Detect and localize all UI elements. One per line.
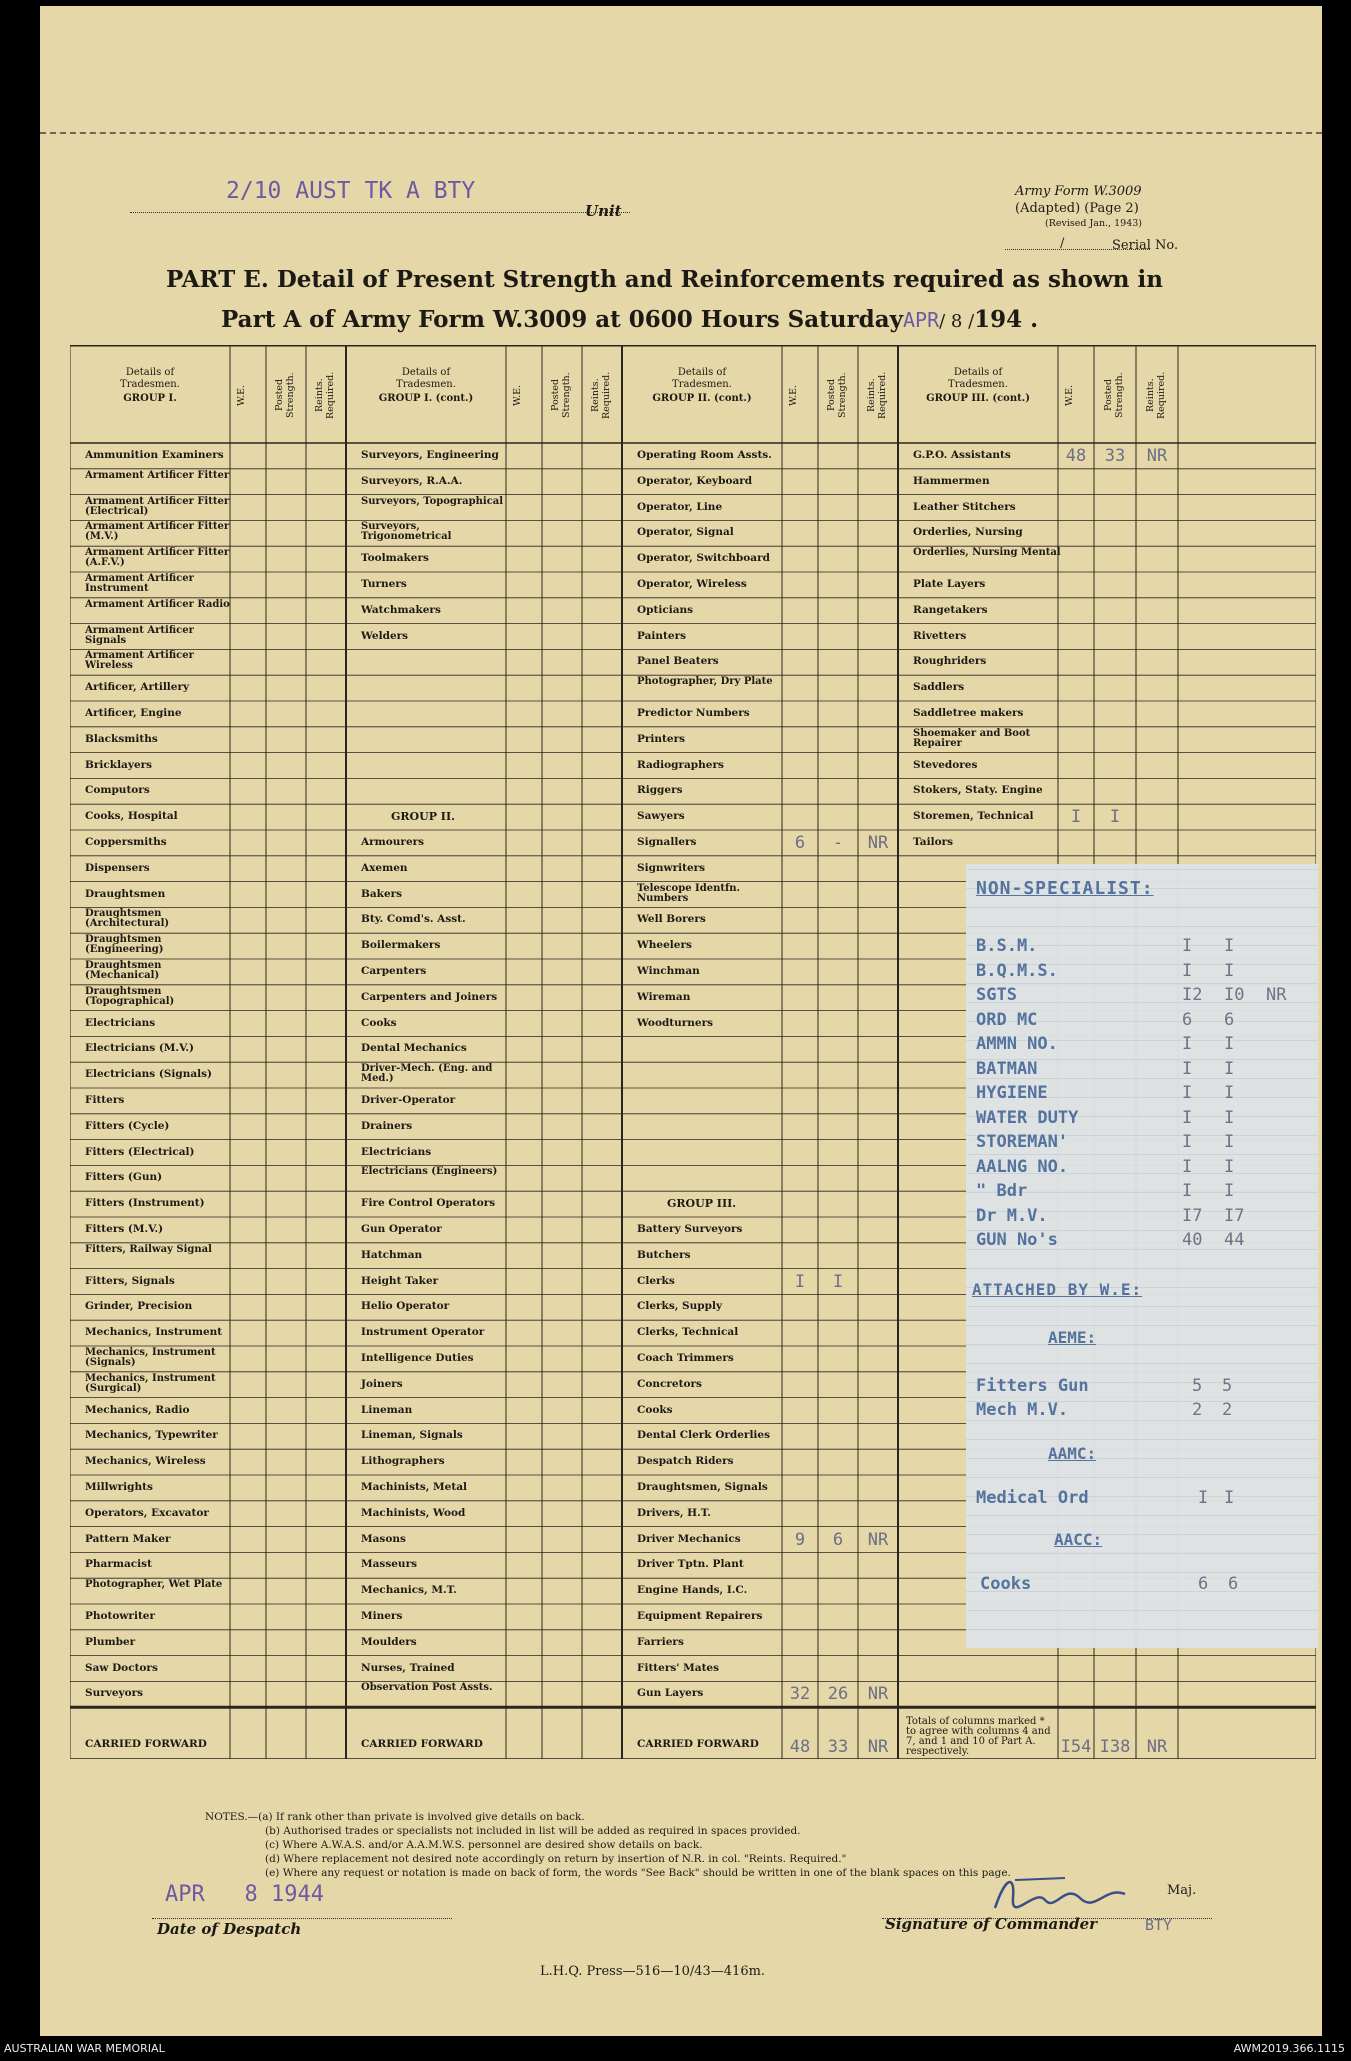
form-revised: (Revised Jan., 1943)	[1045, 218, 1143, 229]
tradesman-label: Electricians (Engineers)	[361, 1166, 498, 1178]
tradesman-label: Fitters (Instrument)	[85, 1197, 205, 1210]
non-specialist-row-label: WATER DUTY	[976, 1107, 1079, 1128]
non-specialist-row-value: NR	[1266, 985, 1287, 1005]
non-specialist-row-value: I7	[1224, 1205, 1245, 1226]
tradesman-label: Gun Operator	[361, 1223, 442, 1235]
tradesman-label: Observation Post Assts.	[361, 1682, 493, 1694]
signallers-value: 6	[794, 833, 806, 853]
note-b: (b) Authorised trades or specialists not included in list will be added as required in spaces provided.	[265, 1825, 801, 1837]
tradesman-label: Wheelers	[637, 939, 692, 952]
non-specialist-row-label: AMMN NO.	[976, 1034, 1058, 1054]
title-year: 194	[974, 306, 1023, 333]
bty-stamp: BTY	[1145, 1916, 1173, 1934]
posted-strength-header: Posted Strength.	[826, 372, 848, 418]
tradesman-label: Butchers	[637, 1248, 691, 1261]
non-specialist-row-label: ORD MC	[976, 1009, 1038, 1030]
tradesman-label: Photowriter	[85, 1610, 156, 1622]
non-specialist-row-value: I	[1182, 1034, 1193, 1054]
perforation-line	[40, 132, 1322, 134]
tradesman-label: Fitters (M.V.)	[85, 1223, 164, 1235]
storemen-technical-value: I	[1109, 807, 1121, 828]
tradesman-label: Coppersmiths	[85, 836, 167, 848]
tradesman-label: Surveyors, R.A.A.	[361, 474, 463, 487]
tradesman-label: Wireman	[637, 990, 691, 1003]
signallers-value: -	[832, 833, 844, 853]
reints-required-header: Reints. Required.	[866, 371, 888, 419]
tradesman-label: Stevedores	[913, 758, 978, 771]
non-specialist-row-value: I	[1224, 1034, 1235, 1054]
tradesman-label: Signallers	[637, 836, 697, 848]
tradesman-label: Fitters' Mates	[637, 1661, 720, 1674]
tradesman-label: Computors	[85, 784, 150, 797]
tradesman-label: Instrument Operator	[361, 1326, 485, 1339]
non-specialist-row-label: " Bdr	[976, 1181, 1028, 1201]
tradesman-label: Grinder, Precision	[85, 1300, 193, 1313]
tradesman-label: Height Taker	[361, 1274, 439, 1287]
tradesman-label: Nurses, Trained	[361, 1661, 455, 1674]
tradesman-label: Concretors	[637, 1377, 702, 1390]
tradesman-label: Armament Artificer Instrument	[85, 573, 194, 594]
tradesman-label: Intelligence Duties	[361, 1352, 474, 1364]
tradesman-label: Well Borers	[637, 913, 706, 926]
gun-layers-value: 32	[789, 1684, 811, 1705]
non-specialist-overlay	[966, 864, 1318, 1648]
attached-title: ATTACHED BY W.E:	[972, 1280, 1143, 1299]
despatch-dotted-line	[152, 1918, 452, 1919]
tradesman-label: Operator, Wireless	[637, 578, 747, 590]
we-header: W.E.	[1064, 384, 1075, 406]
tradesman-label: Bakers	[361, 887, 403, 900]
aeme-row-label: Fitters Gun	[976, 1376, 1089, 1396]
tradesman-label: Clerks, Supply	[637, 1300, 723, 1313]
signature-label: Signature of Commander	[885, 1915, 1098, 1933]
press-line: L.H.Q. Press—516—10/43—416m.	[540, 1964, 766, 1979]
tradesman-label: Electricians	[361, 1145, 432, 1158]
tradesman-label: Saddletree makers	[913, 707, 1024, 719]
tradesman-label: Carpenters and Joiners	[361, 990, 498, 1003]
non-specialist-row-label: Dr M.V.	[976, 1205, 1048, 1226]
tradesman-label: Printers	[637, 732, 686, 745]
non-specialist-row-value: I	[1182, 1107, 1193, 1128]
aeme-row-value: 5	[1222, 1376, 1233, 1396]
tradesman-label: Axemen	[361, 861, 408, 874]
tradesman-label: Carpenters	[361, 965, 427, 977]
tradesman-label: Pharmacist	[85, 1558, 152, 1571]
tradesman-label: Mechanics, Instrument	[85, 1326, 223, 1339]
tradesman-label: Fitters (Cycle)	[85, 1119, 170, 1132]
tradesman-label: Mechanics, Typewriter	[85, 1429, 218, 1442]
note-a: NOTES.—(a) If rank other than private is involved give details on back.	[205, 1811, 585, 1823]
group-header-text: GROUP I. (cont.)	[378, 393, 474, 404]
tradesman-label: Mechanics, Instrument (Surgical)	[85, 1372, 216, 1394]
tradesman-label: Plumber	[85, 1635, 136, 1648]
tradesman-label: Operator, Signal	[637, 526, 734, 539]
tradesman-label: Shoemaker and Boot Repairer	[913, 727, 1031, 749]
form-page: 2/10 AUST TK A BTY Unit Army Form W.3009 (Adapted) (Page 2) (Revised Jan., 1943) / Serial No. PART E. Detail of Present Strength and Reinforcements required as shown in Part A of Army Form W.3009 at 0600 Hours SaturdayAPR/ 8 /194 . Details of Tradesmen. GROUP I. W.E. Posted Strength. Reints. Required. Details of Tradesmen. GROUP I. (cont.) W.E. Posted Strength. Reints. Required. Details of Tradesmen. GROUP II. (cont.) W.E. Posted Strength. Reints. Required. Details of Tradesmen. GROUP III. (cont.) W.E. Posted Strength. Reints. Required. Ammunition Examiners Armament Artificer Fitter Armament Artificer Fitter (Electrical) Armament Artificer Fitter (M.V.) Armament Artificer Fitter (A.F.V.) Armament Artificer Instrument Armament Artificer Radio Armament Artificer Signals Armament Artificer Wireless Artificer, Artillery Artificer, Engine Blacksmiths Bricklayers Computors Cooks, Hospital Coppersmiths Dispensers Draughtsmen Draughtsmen (Architectural) Draughtsmen (Engineering) Draughtsmen (Mechanical) Draughtsmen (Topographical) Electricians Electricians (M.V.) Electricians (Signals) Fitters Fitters (Cycle) Fitters (Electrical) Fitters (Gun) Fitters (Instrument) Fitters (M.V.) Fitters, Railway Signal Fitters, Signals Grinder, Precision Mechanics, Instrument Mechanics, Instrument (Signals) Mechanics, Instrument (Surgical) Mechanics, Radio Mechanics, Typewriter Mechanics, Wireless Millwrights Operators, Excavator Pattern Maker Pharmacist Photographer, Wet Plate Photowriter Plumber Saw Doctors Surveyors Surveyors, Engineering Surveyors, R.A.A. Surveyors, Topographical Surveyors, Trigonometrical Toolmakers Turners Watchmakers Welders GROUP II. Armourers Axemen Bakers Bty. Comd's. Asst. Boilermakers Carpenters Carpenters and Joiners Cooks Dental Mechanics Driver-Mech. (Eng. and Med.) Driver-Operator Drainers Electricians Electricians (Engineers) Fire Control Operators Gun Operator Hatchman Height Taker Helio Operator Instrument Operator Intelligence Duties Joiners Lineman Lineman, Signals Lithographers Machinists, Metal Machinists, Wood Masons Masseurs Mechanics, M.T. Miners Moulders Nurses, Trained Observation Post Assts. Operating Room Assts. Operator, Keyboard Operator, Line Operator, Signal Operator, Switchboard Operator, Wireless Opticians Painters Panel Beaters Photographer, Dry Plate Predictor Numbers Printers Radiographers Riggers Sawyers Signallers Signwriters Telescope Identfn. Numbers Well Borers Wheelers Winchman Wireman Woodturners GROUP III. Battery Surveyors Butchers Clerks Clerks, Supply Clerks, Technical Coach Trimmers Concretors Cooks Dental Clerk Orderlies Despatch Riders Draughtsmen, Signals Drivers, H.T. Driver Mechanics Driver Tptn. Plant Engine Hands, I.C. Equipment Repairers Farriers Fitters' Mates Gun Layers G.P.O. Assistants Hammermen Leather Stitchers Orderlies, Nursing Orderlies, Nursing Mental Plate Layers Rangetakers Rivetters Roughriders Saddlers Saddletree makers Shoemaker and Boot Repairer Stevedores Stokers, Staty. Engine Storemen, Technical Tailors 48 33 NR I I 6 - NR I I 9 6 NR 32 26 NR CARRIED FORWARD CARRIED FORWARD CARRIED FORWARD 48 33 NR Totals of columns marked * to agree with columns 4 and 7, and 1 and 10 of Part A. respectively. I54 I38 NR NON-SPECIALIST: B.S.M. I I B.Q.M.S. I I SGTS I2 I0 NR ORD MC 6 6 AMMN NO. I I BATMAN I I HYGIENE I I WATER DUTY I I STOREMAN' I I AALNG NO. I I " Bdr I I Dr M.V. I7 I7 GUN No's 40 44 ATTACHED BY W.E: AEME: Fitters Gun 5 5 Mech M.V. 2 2 AAMC: Medical Ord I I AACC: Cooks 6 6 NOTES.—(a) If rank other than private is involved give details on back. (b) Authorised trades or specialists not included in list will be added as required in spaces provided. (c) Where A.W.A.S. and/or A.A.M.W.S. personnel are desired show details on back. (d) Where replacement not desired note accordingly on return by insertion of N.R. in col. "Reints. Required." (e) Where any request or notation is made on back of form, the words "See Back" should be written in one of the blank spaces on this page. APR 8 1944 Date of Despatch Maj. Signature of Commander BTY L.H.Q. Press—516—10/43—416m.	[40, 6, 1322, 2036]
tradesman-label: Orderlies, Nursing Mental	[913, 547, 1061, 559]
tradesman-label: Boilermakers	[361, 939, 441, 952]
tradesman-label: Lineman	[361, 1403, 413, 1416]
details-header-text: Details of Tradesmen.	[396, 367, 456, 390]
tradesman-label: Surveyors, Topographical	[361, 495, 504, 507]
tradesman-label: Painters	[637, 629, 687, 642]
title-date-day: / 8 /	[939, 311, 975, 332]
group-header-text: GROUP III. (cont.)	[926, 393, 1030, 404]
details-header-text: Details of Tradesmen.	[672, 367, 732, 390]
tradesman-label: Draughtsmen (Engineering)	[85, 934, 164, 956]
tradesman-label: Moulders	[361, 1635, 417, 1648]
archive-id: AWM2019.366.1115	[1233, 2042, 1345, 2055]
tradesman-label: Driver Mechanics	[637, 1532, 741, 1545]
non-specialist-row-value: I	[1224, 1156, 1235, 1177]
aamc-row-label: Medical Ord	[976, 1488, 1089, 1508]
aeme-row-value: 5	[1192, 1376, 1203, 1396]
carried-forward-value: 48	[789, 1737, 811, 1758]
tradesman-label: Ammunition Examiners	[85, 449, 224, 461]
tradesman-label: Draughtsmen (Topographical)	[85, 985, 175, 1007]
clerks-value: I	[794, 1271, 806, 1292]
tradesman-label: Lithographers	[361, 1455, 445, 1468]
tradesman-label: Cooks, Hospital	[85, 810, 178, 823]
non-specialist-row-label: B.S.M.	[976, 936, 1038, 956]
non-specialist-row-value: I	[1182, 1058, 1193, 1079]
tradesman-label: Stokers, Staty. Engine	[913, 784, 1043, 797]
tradesman-label: Bricklayers	[85, 758, 153, 771]
tradesman-label: Machinists, Metal	[361, 1481, 467, 1493]
tradesman-label: Armament Artificer Fitter (M.V.)	[85, 521, 230, 543]
unit-stamp: 2/10 AUST TK A BTY	[226, 178, 476, 204]
driver-mechanics-value: 9	[794, 1529, 806, 1550]
commander-signature	[985, 1868, 1155, 1918]
tradesman-label: Operator, Keyboard	[637, 474, 753, 487]
group-header-text: GROUP II. (cont.)	[652, 393, 752, 404]
clerks-value: I	[832, 1271, 844, 1292]
tradesman-label: Tailors	[913, 836, 954, 848]
tradesman-label: Woodturners	[637, 1016, 714, 1029]
non-specialist-row-value: I	[1224, 1083, 1235, 1103]
tradesman-label: Signwriters	[637, 861, 706, 874]
non-specialist-row-value: I2	[1182, 985, 1203, 1005]
tradesman-label: Fitters (Electrical)	[85, 1145, 195, 1158]
tradesman-label: Photographer, Dry Plate	[637, 676, 773, 688]
carried-forward-label: CARRIED FORWARD	[637, 1738, 759, 1751]
tradesman-label: Clerks, Technical	[637, 1326, 739, 1339]
tradesman-label: Electricians	[85, 1016, 156, 1029]
tradesman-label: Cooks	[361, 1016, 397, 1029]
tradesman-label: Armament Artificer Fitter (A.F.V.)	[85, 547, 230, 569]
non-specialist-row-value: I	[1182, 960, 1193, 981]
tradesman-label: Coach Trimmers	[637, 1352, 734, 1364]
non-specialist-row-value: 44	[1224, 1230, 1245, 1250]
tradesman-label: Farriers	[637, 1635, 684, 1648]
tradesman-label: Artificer, Engine	[85, 707, 182, 719]
tradesman-label: Draughtsmen (Mechanical)	[85, 960, 162, 981]
tradesman-label: Riggers	[637, 784, 683, 797]
tradesman-label: Equipment Repairers	[637, 1610, 763, 1622]
title-date-stamp: APR	[903, 308, 940, 332]
tradesman-label: Predictor Numbers	[637, 707, 750, 719]
gpo-assistants-value: NR	[1146, 446, 1168, 466]
tradesman-label: Surveyors	[85, 1687, 144, 1700]
column-header-details	[352, 367, 500, 405]
tradesman-label: Fitters, Railway Signal	[85, 1243, 212, 1255]
non-specialist-row-value: 6	[1182, 1009, 1193, 1030]
tradesman-label: Storemen, Technical	[913, 810, 1034, 823]
aamc-title: AAMC:	[1048, 1444, 1097, 1463]
tradesman-label: Despatch Riders	[637, 1455, 734, 1468]
tradesman-label: Telescope Identfn. Numbers	[637, 882, 741, 904]
non-specialist-row-value: 6	[1224, 1009, 1235, 1030]
maj-label: Maj.	[1167, 1883, 1197, 1898]
aamc-row-value: I	[1224, 1488, 1235, 1508]
tradesman-label: Electricians (M.V.)	[85, 1042, 195, 1055]
column-header-details	[76, 367, 224, 405]
non-specialist-row-value: I	[1224, 960, 1235, 981]
non-specialist-row-value: I	[1224, 1058, 1235, 1079]
carried-forward-label: CARRIED FORWARD	[361, 1738, 483, 1751]
tradesman-label: Hatchman	[361, 1248, 423, 1261]
tradesman-label: Operating Room Assts.	[637, 449, 772, 461]
tradesman-label: Driver-Operator	[361, 1094, 456, 1106]
reints-required-header: Reints. Required.	[314, 371, 336, 419]
title-line-1: PART E. Detail of Present Strength and Reinforcements required as shown in	[166, 266, 1163, 293]
non-specialist-row-label: AALNG NO.	[976, 1156, 1069, 1177]
group-heading: GROUP III.	[667, 1197, 737, 1211]
tradesman-label: Armourers	[361, 836, 425, 848]
reints-required-header: Reints. Required.	[590, 371, 612, 419]
tradesman-label: Panel Beaters	[637, 655, 719, 668]
tradesman-label: Operator, Switchboard	[637, 552, 770, 565]
carried-forward-label: CARRIED FORWARD	[85, 1738, 207, 1751]
details-header-text: Details of Tradesmen.	[120, 367, 180, 390]
tradesman-label: Gun Layers	[637, 1687, 704, 1700]
tradesman-label: Leather Stitchers	[913, 500, 1016, 513]
tradesman-label: Watchmakers	[361, 603, 441, 616]
totals-value: I38	[1099, 1737, 1131, 1758]
reints-required-header: Reints. Required.	[1145, 371, 1167, 419]
non-specialist-row-value: I	[1182, 1181, 1193, 1201]
non-specialist-row-value: 40	[1182, 1230, 1203, 1250]
tradesman-label: Fitters (Gun)	[85, 1171, 163, 1184]
column-header-details	[628, 367, 776, 405]
tradesman-label: Mechanics, Radio	[85, 1403, 190, 1416]
tradesman-label: Mechanics, M.T.	[361, 1584, 457, 1597]
tradesman-label: Saddlers	[913, 681, 965, 694]
non-specialist-row-value: I	[1224, 936, 1235, 956]
tradesman-label: Saw Doctors	[85, 1661, 158, 1674]
tradesman-label: Dispensers	[85, 861, 150, 874]
tradesman-label: Machinists, Wood	[361, 1506, 466, 1519]
driver-mechanics-value: 6	[832, 1529, 844, 1550]
non-specialist-row-value: I	[1182, 936, 1193, 956]
tradesman-label: G.P.O. Assistants	[913, 449, 1011, 461]
tradesman-label: Surveyors, Trigonometrical	[361, 521, 452, 543]
tradesman-label: Battery Surveyors	[637, 1223, 743, 1235]
group-header-text: GROUP I.	[123, 393, 177, 404]
tradesman-label: Engine Hands, I.C.	[637, 1584, 748, 1597]
aacc-row-label: Cooks	[980, 1574, 1032, 1594]
tradesman-label: Helio Operator	[361, 1300, 450, 1313]
despatch-date-stamp: APR 8 1944	[165, 1882, 324, 1907]
tradesman-label: Operator, Line	[637, 500, 723, 513]
tradesman-label: Drivers, H.T.	[637, 1506, 711, 1519]
tradesman-label: Drainers	[361, 1119, 413, 1132]
non-specialist-row-value: I	[1182, 1156, 1193, 1177]
carried-forward-value: 33	[827, 1737, 849, 1758]
aeme-row-value: 2	[1222, 1400, 1233, 1420]
non-specialist-row-label: B.Q.M.S.	[976, 960, 1058, 981]
posted-strength-header: Posted Strength.	[274, 372, 296, 418]
note-e: (e) Where any request or notation is made on back of form, the words "See Back" should be written in one of the blank spaces on this page.	[265, 1867, 1011, 1879]
tradesman-label: Mechanics, Wireless	[85, 1455, 206, 1468]
tradesman-label: Lineman, Signals	[361, 1429, 463, 1442]
aacc-row-value: 6	[1198, 1574, 1209, 1594]
non-specialist-row-label: BATMAN	[976, 1058, 1038, 1079]
tradesman-label: Masseurs	[361, 1558, 418, 1571]
aeme-title: AEME:	[1048, 1328, 1097, 1347]
totals-value: I54	[1060, 1737, 1092, 1758]
tradesman-label: Clerks	[637, 1274, 675, 1287]
tradesman-label: Masons	[361, 1532, 406, 1545]
group-heading: GROUP II.	[391, 810, 455, 824]
tradesman-label: Sawyers	[637, 810, 685, 823]
title-line-2-text: Part A of Army Form W.3009 at 0600 Hours Saturday	[221, 306, 903, 333]
tradesman-label: Radiographers	[637, 758, 724, 771]
we-header: W.E.	[512, 384, 523, 406]
title-line-2: Part A of Army Form W.3009 at 0600 Hours SaturdayAPR/ 8 /194 .	[221, 306, 1039, 333]
despatch-label: Date of Despatch	[157, 1920, 302, 1938]
tradesman-label: Armament Artificer Wireless	[85, 650, 194, 672]
tradesman-label: Armament Artificer Fitter	[85, 469, 230, 481]
we-header: W.E.	[788, 384, 799, 406]
tradesman-label: Opticians	[637, 603, 694, 616]
aeme-row-value: 2	[1192, 1400, 1203, 1420]
tradesman-label: Photographer, Wet Plate	[85, 1579, 223, 1591]
non-specialist-row-value: I7	[1182, 1205, 1203, 1226]
column-header-details	[904, 367, 1052, 405]
tradesman-label: Armament Artificer Radio	[85, 598, 230, 610]
tradesman-label: Joiners	[361, 1377, 403, 1390]
tradesman-label: Fitters, Signals	[85, 1274, 175, 1287]
aacc-row-value: 6	[1228, 1574, 1239, 1594]
tradesman-label: Winchman	[637, 965, 700, 977]
non-specialist-row-value: I	[1224, 1181, 1235, 1201]
details-header-text: Details of Tradesmen.	[948, 367, 1008, 390]
tradesman-label: Driver Tptn. Plant	[637, 1558, 744, 1571]
signallers-value: NR	[867, 833, 889, 853]
tradesman-label: Fire Control Operators	[361, 1197, 496, 1210]
non-specialist-title: NON-SPECIALIST:	[976, 878, 1154, 899]
tradesman-label: Armament Artificer Signals	[85, 624, 194, 646]
non-specialist-row-value: I0	[1224, 985, 1245, 1005]
gun-layers-value: NR	[867, 1684, 889, 1705]
non-specialist-row-label: HYGIENE	[976, 1083, 1048, 1103]
tradesman-label: Dental Clerk Orderlies	[637, 1429, 771, 1442]
totals-value: NR	[1146, 1737, 1168, 1758]
form-name: Army Form W.3009	[1015, 184, 1142, 199]
non-specialist-row-label: SGTS	[976, 985, 1017, 1005]
tradesman-label: Plate Layers	[913, 578, 986, 590]
non-specialist-row-value: I	[1224, 1107, 1235, 1128]
carried-forward-value: NR	[867, 1737, 889, 1758]
archive-footer	[0, 2036, 1351, 2061]
storemen-technical-value: I	[1070, 807, 1082, 828]
note-d: (d) Where replacement not desired note accordingly on return by insertion of N.R. in col. "Reints. Required."	[265, 1853, 847, 1865]
note-c: (c) Where A.W.A.S. and/or A.A.M.W.S. personnel are desired show details on back.	[265, 1839, 703, 1851]
tradesman-label: Hammermen	[913, 474, 990, 487]
tradesman-label: Rivetters	[913, 629, 967, 642]
posted-strength-header: Posted Strength.	[1103, 372, 1125, 418]
tradesman-label: Cooks	[637, 1403, 673, 1416]
tradesman-label: Electricians (Signals)	[85, 1068, 213, 1081]
non-specialist-row-label: STOREMAN'	[976, 1132, 1069, 1152]
archive-credit: AUSTRALIAN WAR MEMORIAL	[4, 2042, 165, 2055]
non-specialist-row-value: I	[1182, 1083, 1193, 1103]
tradesman-label: Mechanics, Instrument (Signals)	[85, 1347, 216, 1368]
unit-dotted-line	[130, 212, 630, 213]
driver-mechanics-value: NR	[867, 1529, 889, 1550]
form-adapted: (Adapted) (Page 2)	[1015, 201, 1139, 216]
non-specialist-row-label: GUN No's	[976, 1230, 1058, 1250]
gun-layers-value: 26	[827, 1684, 849, 1705]
tradesman-label: Armament Artificer Fitter (Electrical)	[85, 495, 230, 517]
tradesman-label: Dental Mechanics	[361, 1042, 467, 1055]
tradesman-label: Rangetakers	[913, 603, 988, 616]
tradesman-label: Orderlies, Nursing	[913, 526, 1023, 539]
tradesman-label: Artificer, Artillery	[85, 681, 190, 694]
non-specialist-row-value: I	[1224, 1132, 1235, 1152]
tradesman-label: Driver-Mech. (Eng. and Med.)	[361, 1063, 493, 1085]
serial-label: Serial No.	[1112, 238, 1179, 253]
tradesman-label: Millwrights	[85, 1481, 153, 1493]
non-specialist-row-value: I	[1182, 1132, 1193, 1152]
tradesman-label: Welders	[361, 629, 409, 642]
gpo-assistants-value: 48	[1065, 446, 1087, 466]
gpo-assistants-value: 33	[1104, 446, 1126, 466]
aacc-title: AACC:	[1054, 1530, 1103, 1549]
aeme-row-label: Mech M.V.	[976, 1400, 1069, 1420]
posted-strength-header: Posted Strength.	[550, 372, 572, 418]
tradesman-label: Turners	[361, 578, 407, 590]
tradesman-label: Draughtsmen, Signals	[637, 1481, 768, 1493]
tradesman-label: Bty. Comd's. Asst.	[361, 913, 466, 926]
tradesman-label: Fitters	[85, 1094, 125, 1106]
tradesman-label: Pattern Maker	[85, 1532, 171, 1545]
tradesman-label: Miners	[361, 1610, 403, 1622]
totals-note: Totals of columns marked * to agree with columns 4 and 7, and 1 and 10 of Part A. respectively.	[906, 1716, 1051, 1758]
we-header: W.E.	[236, 384, 247, 406]
tradesman-label: Draughtsmen	[85, 887, 166, 900]
tradesman-label: Toolmakers	[361, 552, 429, 565]
unit-label: Unit	[585, 202, 622, 220]
tradesman-label: Operators, Excavator	[85, 1506, 209, 1519]
tradesman-label: Roughriders	[913, 655, 987, 668]
tradesman-label: Surveyors, Engineering	[361, 449, 499, 461]
tradesman-label: Draughtsmen (Architectural)	[85, 908, 170, 930]
tradesman-label: Blacksmiths	[85, 732, 158, 745]
aamc-row-value: I	[1198, 1488, 1209, 1508]
